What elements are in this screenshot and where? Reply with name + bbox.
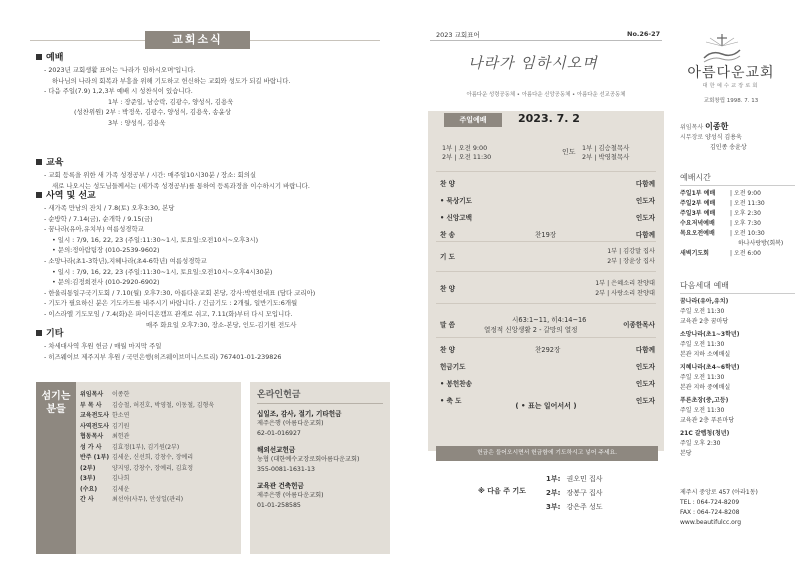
order-item: 찬 양 bbox=[440, 346, 456, 354]
order-leader: 다함께 bbox=[635, 180, 655, 188]
department-name: 소망나라(초1~3학년) bbox=[680, 331, 740, 338]
section-title-text: 기타 bbox=[46, 329, 64, 339]
news-line: 3부 : 양성식, 김용욱 bbox=[108, 118, 166, 127]
news-line: - 다음 주일(7.9) 1,2,3부 예배 시 성찬식이 있습니다. bbox=[44, 87, 193, 96]
order-row bbox=[440, 280, 655, 303]
department-place: 본당 bbox=[680, 450, 692, 457]
established-date: 교회창립 1998. 7. 13 bbox=[703, 98, 759, 104]
servant-role: 부 목 사 bbox=[80, 401, 102, 409]
order-item: • 봉헌찬송 bbox=[440, 380, 472, 388]
prayer-part: 2부: bbox=[546, 489, 561, 497]
servant-names: 김승철, 허진호, 박영철, 이동철, 김형욱 bbox=[112, 401, 215, 409]
servant-names: 양지영, 강창수, 장예리, 김효정 bbox=[112, 464, 193, 472]
order-leader: 2부 | 장윤상 집사 bbox=[607, 258, 655, 265]
section-title bbox=[36, 326, 391, 339]
department-place: 교육관 2층 꿈마당 bbox=[680, 318, 729, 325]
news-line: - 새가족 만남의 잔치 / 7.8(토) 오후3:30, 본당 bbox=[44, 204, 175, 212]
spacer bbox=[257, 474, 383, 481]
pastor-name: 이종한 bbox=[705, 122, 729, 131]
news-line: - 히즈웨이브 제주지부 후원 / 국민은행(히즈웨이브미니스트리) 767401-01-239826 bbox=[44, 352, 282, 361]
worship-order-box bbox=[428, 111, 664, 451]
servant-row bbox=[80, 443, 240, 454]
service-time: | 오전 9:00 bbox=[730, 190, 761, 197]
department-name: 꿈나라(유아,유치) bbox=[680, 298, 729, 305]
servant-role: 교육전도사 bbox=[80, 412, 109, 419]
next-gen-title: 다음세대 예배 bbox=[680, 280, 795, 294]
department-name: 푸른초장(중,고등) bbox=[680, 397, 729, 404]
order-leader: 2부 | 사랑소리 찬양대 bbox=[595, 290, 655, 297]
servant-names: 김나희 bbox=[112, 475, 130, 482]
lead-label: 인도 bbox=[562, 148, 576, 156]
order-leader: 인도자 bbox=[635, 197, 655, 205]
servant-role: 성 가 사 bbox=[80, 443, 102, 451]
order-item: 찬 양 bbox=[440, 285, 456, 293]
spacer bbox=[257, 438, 383, 445]
servant-names: 김세운 bbox=[112, 485, 130, 493]
news-line: - 2023년 교회생활 표어는 '나라가 임하시오며'입니다. bbox=[44, 66, 196, 74]
elder-names: 양성식 김용욱 bbox=[705, 134, 742, 141]
servant-role: (3부) bbox=[80, 475, 96, 482]
church-name: 아름다운교회 bbox=[687, 65, 775, 81]
section-title-text: 사역 및 선교 bbox=[46, 191, 96, 201]
news-line: - 이스라엘 기도모임 / 7.4(화)은 파이디온캠프 관계로 쉬고, 7.11(화)부터 다시 모입니다. bbox=[44, 309, 293, 318]
department-time: 주일 오전 11:30 bbox=[680, 374, 725, 381]
section-title-text: 예배 bbox=[46, 53, 64, 63]
servant-role: 위임목사 bbox=[80, 391, 104, 398]
service-name: 주일1부 예배 bbox=[680, 190, 716, 197]
servant-row bbox=[80, 390, 240, 401]
service-leader: 1부 | 김승철목사 bbox=[582, 144, 630, 152]
news-line: 하나님의 나라의 회복과 부흥을 위해 기도하고 헌신하는 교회와 성도가 되길 바랍니다. bbox=[52, 76, 291, 85]
service-name: 주일2부 예배 bbox=[680, 200, 716, 207]
servant-row bbox=[80, 401, 240, 412]
order-leader: 인도자 bbox=[635, 380, 655, 388]
servant-names: 한소연 bbox=[112, 412, 130, 419]
church-logo-icon bbox=[702, 32, 742, 64]
bank-name: 제주은행 (아름다운교회) bbox=[257, 492, 324, 499]
year-motto-label: 2023 교회표어 bbox=[436, 31, 480, 39]
servants-title: 섬기는 분들 bbox=[36, 382, 76, 554]
section-title bbox=[36, 50, 391, 63]
contact-info bbox=[680, 488, 795, 528]
servant-names: 김세운, 신선희, 강창수, 장예리 bbox=[112, 454, 193, 461]
department-name: 지혜나라(초4~6학년) bbox=[680, 364, 740, 371]
news-line: (성찬위원) 2부 : 박정욱, 김광수, 양성식, 김용욱, 송윤상 bbox=[74, 108, 232, 117]
news-line: • 일시 : 7/9, 16, 22, 23 (주일:11:30~1시, 토요일:오전10시~오후4시30분) bbox=[52, 267, 273, 276]
order-item: 찬 양 bbox=[440, 180, 456, 188]
bullet-square-icon bbox=[36, 192, 42, 198]
news-line: - 기도가 필요하신 분은 기도카드를 내주시기 바랍니다. / 긴급기도 : 2개월, 일반기도:6개월 bbox=[44, 299, 298, 308]
prayer-name: 권오민 집사 bbox=[566, 475, 603, 483]
prayer-part: 3부: bbox=[546, 503, 561, 511]
fax: FAX : 064-724-8208 bbox=[680, 509, 740, 516]
order-divider bbox=[436, 171, 656, 172]
bullet-square-icon bbox=[36, 159, 42, 165]
servant-role: (수요) bbox=[80, 485, 98, 493]
account-number: 01-01-258585 bbox=[257, 501, 301, 509]
standing-note: ( • 표는 일어서서 ) bbox=[515, 402, 577, 410]
top-divider bbox=[430, 40, 662, 41]
news-line: • 문의:정아람팀장 (010-2539-9602) bbox=[52, 246, 160, 255]
order-row bbox=[440, 229, 655, 249]
order-divider bbox=[436, 303, 656, 304]
servants-list bbox=[80, 390, 240, 506]
spacer bbox=[680, 459, 795, 462]
order-detail: 시63:1~11, 히4:14~16 bbox=[512, 316, 587, 324]
news-section bbox=[36, 326, 391, 362]
news-section bbox=[36, 155, 391, 191]
news-line: 매주 화요일 오후7:30, 장소-본당, 인도-김기원 전도사 bbox=[146, 320, 297, 329]
servants-box bbox=[36, 382, 241, 554]
telephone: TEL : 064-724-8209 bbox=[680, 499, 740, 506]
service-time: | 오후 2:30 bbox=[730, 210, 761, 217]
service-time: 2부 | 오전 11:30 bbox=[442, 153, 492, 161]
order-item: 헌금기도 bbox=[440, 363, 466, 371]
prayer-row bbox=[546, 472, 602, 486]
order-detail: 찬19장 bbox=[535, 231, 557, 239]
service-time: | 오전 10:30 bbox=[730, 230, 765, 237]
servant-row bbox=[80, 474, 240, 485]
worship-times-section bbox=[680, 172, 795, 259]
prayer-name: 장봉구 집사 bbox=[566, 489, 603, 497]
servant-row bbox=[80, 495, 240, 506]
servant-names: 최헌관 bbox=[112, 433, 130, 440]
servant-row bbox=[80, 464, 240, 475]
news-line: - 교회 등록을 위한 새 가족 성경공부 / 시간: 매주일10시30분 / 장소: 회의실 bbox=[44, 171, 257, 179]
bank-name: 제주은행 (아름다운교회) bbox=[257, 420, 324, 427]
news-line: • 문의:김정희전사 (010-2920-6902) bbox=[52, 278, 160, 287]
right-page bbox=[400, 0, 800, 566]
prayer-part: 1부: bbox=[546, 475, 561, 483]
news-section bbox=[36, 188, 391, 330]
service-time-row bbox=[680, 229, 795, 239]
service-time: | 오전 6:00 bbox=[730, 250, 761, 257]
news-line: - 꿈나라(유아,유치부) 여름성경학교 bbox=[44, 225, 144, 234]
online-offering-box bbox=[250, 382, 390, 554]
service-name: 목요오전예배 bbox=[680, 230, 715, 237]
department-place: 본관 지하 중예배실 bbox=[680, 384, 731, 391]
order-detail: 찬292장 bbox=[535, 346, 561, 354]
order-item: 찬 송 bbox=[440, 231, 456, 239]
worship-times-title: 예배시간 bbox=[680, 172, 795, 186]
order-divider bbox=[436, 337, 656, 338]
news-section bbox=[36, 50, 391, 129]
servant-role: 간 사 bbox=[80, 496, 94, 503]
prayer-name: 강은주 성도 bbox=[566, 503, 603, 511]
service-time: 하나사랑방(회복) bbox=[738, 240, 784, 247]
account-number: 62-01-016927 bbox=[257, 429, 301, 437]
pastor-info: 위임목사 이종한 시무장로 양성식 김용욱 김인종 송윤상 bbox=[680, 122, 795, 153]
order-divider bbox=[436, 271, 656, 272]
motto-text: 나라가 임하시오며 bbox=[468, 54, 598, 72]
prayer-row bbox=[546, 500, 602, 514]
service-time-row bbox=[680, 189, 795, 199]
next-prayer-label: ※ 다음 주 기도 bbox=[478, 487, 526, 495]
order-item: 기 도 bbox=[440, 253, 456, 261]
department-time: 주일 오후 2:30 bbox=[680, 440, 721, 447]
order-item: • 축 도 bbox=[440, 397, 462, 405]
news-line: - 한울리통일구국기도회 / 7.10(월) 오후7:30, 아름다운교회 본당, 강사:박현선대표 (담다 코리아) bbox=[44, 288, 316, 297]
elder-names: 김인종 송윤상 bbox=[710, 144, 747, 151]
order-row bbox=[440, 248, 655, 271]
department-place: 본관 지하 소예배실 bbox=[680, 351, 731, 358]
spacer bbox=[257, 510, 383, 517]
department-time: 주일 오전 11:30 bbox=[680, 407, 725, 414]
servant-names: 최선아(사무), 안성일(관리) bbox=[112, 496, 184, 503]
service-time: | 오전 11:30 bbox=[730, 200, 765, 207]
department-name: 21C 갈렙청(청년) bbox=[680, 430, 730, 437]
address: 제주시 중앙로 457 (아라1동) bbox=[680, 489, 758, 496]
issue-number: No.26-27 bbox=[627, 30, 661, 38]
order-leader: 1부 | 김강말 집사 bbox=[607, 248, 655, 255]
section-title bbox=[36, 188, 391, 201]
servant-names: 김효정(1부), 김기원(2부) bbox=[112, 443, 180, 451]
order-leader: 다함께 bbox=[635, 231, 655, 239]
order-item: • 신앙고백 bbox=[440, 214, 472, 222]
order-leader: 인도자 bbox=[635, 397, 655, 405]
news-line: - 순방학 / 7.14(금), 순개학 / 9.15(금) bbox=[44, 214, 153, 223]
service-leader: 2부 | 박영철목사 bbox=[582, 153, 630, 161]
worship-date: 2023. 7. 2 bbox=[518, 112, 580, 125]
news-line: 1부 : 장준일, 남승락, 김광수, 양성식, 김용욱 bbox=[108, 97, 234, 106]
servant-role: 사역전도사 bbox=[80, 422, 109, 430]
offering-type: 십일조, 감사, 절기, 기타헌금 bbox=[257, 410, 342, 418]
order-item: 말 씀 bbox=[440, 321, 456, 329]
servant-names: 이종한 bbox=[112, 391, 130, 398]
sermon-title: 열정적 신앙생활 2 - 갈망의 열정 bbox=[484, 326, 578, 334]
worship-badge: 주일예배 bbox=[444, 113, 502, 127]
order-leaders bbox=[595, 279, 655, 299]
service-time-row bbox=[680, 249, 795, 259]
next-prayer-list bbox=[546, 472, 602, 514]
section-title-text: 교육 bbox=[46, 158, 64, 168]
servant-role: 협동목사 bbox=[80, 433, 104, 440]
servant-row bbox=[80, 411, 240, 422]
order-leader: 이종한목사 bbox=[623, 321, 655, 329]
service-name: 수요저녁예배 bbox=[680, 220, 715, 227]
order-leader: 다함께 bbox=[635, 346, 655, 354]
order-item: • 묵상기도 bbox=[440, 197, 472, 205]
service-name: 새벽기도회 bbox=[680, 250, 709, 257]
news-line: • 일시 : 7/9, 16, 22, 23 (주일:11:30~1시, 토요일:오전10시~오후3시) bbox=[52, 235, 259, 244]
order-row bbox=[440, 314, 655, 334]
vision-text: 아름다운 성령공동체 • 아름다운 신앙공동체 • 아름다운 선교공동체 bbox=[466, 92, 626, 98]
news-line: - 차세대사역 후원 헌금 / 매월 마지막 주일 bbox=[44, 342, 162, 350]
service-time: 1부 | 오전 9:00 bbox=[442, 144, 488, 152]
news-line: - 소망나라(초1-3학년),지혜나라(초4-6학년) 여름성경학교 bbox=[44, 256, 207, 265]
service-name: 주일3부 예배 bbox=[680, 210, 716, 217]
next-gen-section bbox=[680, 280, 795, 462]
department-time: 주일 오전 11:30 bbox=[680, 341, 725, 348]
service-time-row bbox=[680, 209, 795, 219]
bullet-square-icon bbox=[36, 330, 42, 336]
servant-row bbox=[80, 485, 240, 496]
department-time: 주일 오전 11:30 bbox=[680, 308, 725, 315]
department-place: 교육관 2층 푸른마당 bbox=[680, 417, 735, 424]
service-time-row bbox=[680, 239, 795, 249]
order-leader: 인도자 bbox=[635, 214, 655, 222]
order-leader: 1부 | 은혜소리 찬양대 bbox=[595, 280, 655, 287]
offering-type: 교육관 건축헌금 bbox=[257, 482, 304, 490]
servant-names: 김기원 bbox=[112, 422, 130, 430]
order-leaders bbox=[607, 247, 655, 267]
servant-row bbox=[80, 422, 240, 433]
website-link[interactable]: www.beautifulcc.org bbox=[680, 519, 742, 526]
bullet-square-icon bbox=[36, 54, 42, 60]
service-time-row bbox=[680, 219, 795, 229]
servant-role: (2부) bbox=[80, 464, 96, 472]
bank-name: 농협 (대한예수교장로회아름다운교회) bbox=[257, 456, 360, 463]
servant-row bbox=[80, 453, 240, 464]
online-offering-title: 온라인헌금 bbox=[257, 387, 383, 404]
section-title bbox=[36, 155, 391, 168]
servant-role: 반주 (1부) bbox=[80, 454, 110, 461]
order-leader: 인도자 bbox=[635, 363, 655, 371]
denomination: 대한예수교장로회 bbox=[702, 83, 760, 89]
news-line: 새로 나오시는 성도님들께서는 (새가족 성경공부)를 통하여 등록과정을 이수하시기 바랍니다. bbox=[52, 181, 310, 190]
servant-row bbox=[80, 432, 240, 443]
page-title: 교회소식 bbox=[145, 31, 250, 49]
prayer-row bbox=[546, 486, 602, 500]
offering-note: 헌금은 들어오시면서 헌금함에 기도하시고 넣어 주세요. bbox=[436, 446, 658, 461]
service-time: | 오후 7:30 bbox=[730, 220, 761, 227]
account-number: 355-0081-1631-13 bbox=[257, 465, 315, 473]
offering-type: 해외선교헌금 bbox=[257, 446, 296, 454]
service-time-row bbox=[680, 199, 795, 209]
